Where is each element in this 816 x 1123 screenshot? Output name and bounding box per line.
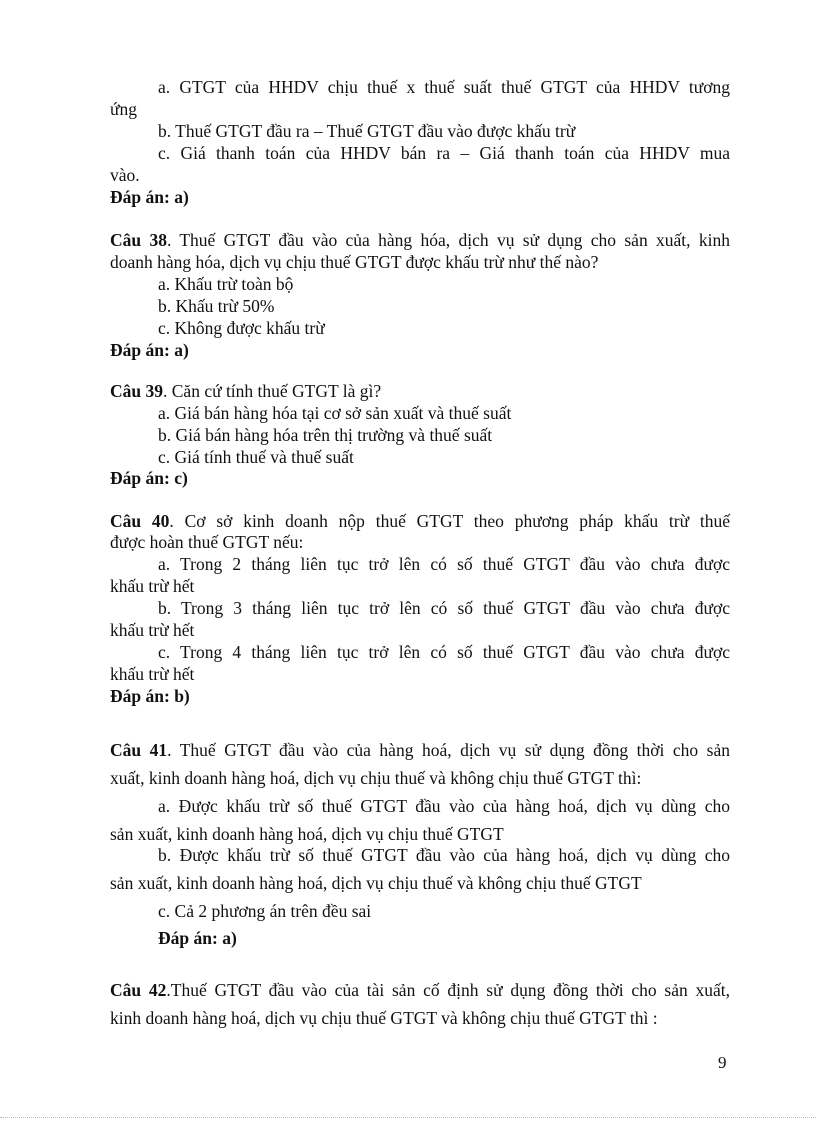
option-line: c. Không được khấu trừ xyxy=(158,318,325,338)
question-text: . Thuế GTGT đầu vào của hàng hóa, dịch vụ sử dụng cho sản xuất, kinh xyxy=(166,230,730,250)
answer-label: Đáp án: xyxy=(110,340,170,360)
answer-label: Đáp án: xyxy=(158,928,218,948)
question-text: . Cơ sở kinh doanh nộp thuế GTGT theo phương pháp khấu trừ thuế xyxy=(169,511,730,531)
option-line: a. GTGT của HHDV chịu thuế x thuế suất thuế GTGT của HHDV tương xyxy=(158,77,730,97)
option-line: ứng xyxy=(110,99,137,119)
option-line: b. Giá bán hàng hóa trên thị trường và thuế suất xyxy=(158,425,493,445)
answer-line xyxy=(158,927,237,949)
option-line: khấu trừ hết xyxy=(110,664,195,684)
option-line: b. Trong 3 tháng liên tục trở lên có số thuế GTGT đầu vào chưa được xyxy=(158,598,730,618)
answer-label: Đáp án: xyxy=(110,686,170,706)
option-line: c. Trong 4 tháng liên tục trở lên có số thuế GTGT đầu vào chưa được xyxy=(158,642,730,662)
option-line: khấu trừ hết xyxy=(110,576,195,596)
question-text: .Thuế GTGT đầu vào của tài sản cố định sử dụng đồng thời cho sản xuất, xyxy=(166,980,730,1000)
question-line: kinh doanh hàng hoá, dịch vụ chịu thuế GTGT và không chịu thuế GTGT thì : xyxy=(110,1008,658,1028)
answer-value: c) xyxy=(174,468,188,488)
option-line: khấu trừ hết xyxy=(110,620,195,640)
answer-label: Đáp án: xyxy=(110,187,170,207)
option-line: b. Khấu trừ 50% xyxy=(158,296,275,316)
question-line xyxy=(110,229,730,251)
question-label: Câu 41 xyxy=(110,740,168,760)
option-line: sản xuất, kinh doanh hàng hoá, dịch vụ chịu thuế và không chịu thuế GTGT xyxy=(110,873,642,893)
question-label: Câu 42 xyxy=(110,980,167,1000)
answer-value: a) xyxy=(174,340,189,360)
question-line xyxy=(110,510,730,532)
option-line: vào. xyxy=(110,165,140,185)
question-line: doanh hàng hóa, dịch vụ chịu thuế GTGT được khấu trừ như thế nào? xyxy=(110,252,599,272)
option-line: c. Giá tính thuế và thuế suất xyxy=(158,447,354,467)
question-label: Câu 39 xyxy=(110,381,163,401)
answer-value: a) xyxy=(222,928,237,948)
answer-line xyxy=(110,186,189,208)
answer-value: a) xyxy=(174,187,189,207)
question-text: . Căn cứ tính thuế GTGT là gì? xyxy=(163,381,382,401)
question-line: được hoàn thuế GTGT nếu: xyxy=(110,532,304,552)
option-line: sản xuất, kinh doanh hàng hoá, dịch vụ chịu thuế GTGT xyxy=(110,824,504,844)
option-line: b. Được khấu trừ số thuế GTGT đầu vào của hàng hoá, dịch vụ dùng cho xyxy=(158,845,730,865)
answer-label: Đáp án: xyxy=(110,468,170,488)
answer-line xyxy=(110,339,189,361)
question-label: Câu 40 xyxy=(110,511,170,531)
answer-line xyxy=(110,467,188,489)
option-line: a. Trong 2 tháng liên tục trở lên có số thuế GTGT đầu vào chưa được xyxy=(158,554,730,574)
question-line: xuất, kinh doanh hàng hoá, dịch vụ chịu thuế và không chịu thuế GTGT thì: xyxy=(110,768,642,788)
option-line: a. Khấu trừ toàn bộ xyxy=(158,274,294,294)
page-bottom-divider xyxy=(0,1117,816,1118)
option-line: b. Thuế GTGT đầu ra – Thuế GTGT đầu vào được khấu trừ xyxy=(158,121,576,141)
option-line: c. Cả 2 phương án trên đều sai xyxy=(158,901,372,921)
question-line xyxy=(110,979,730,1001)
question-line xyxy=(110,380,381,402)
option-line: a. Được khấu trừ số thuế GTGT đầu vào của hàng hoá, dịch vụ dùng cho xyxy=(158,796,730,816)
option-line: c. Giá thanh toán của HHDV bán ra – Giá thanh toán của HHDV mua xyxy=(158,143,730,163)
question-line xyxy=(110,739,730,761)
question-text: . Thuế GTGT đầu vào của hàng hoá, dịch vụ sử dụng đồng thời cho sản xyxy=(167,740,730,760)
question-label: Câu 38 xyxy=(110,230,167,250)
answer-line xyxy=(110,685,190,707)
option-line: a. Giá bán hàng hóa tại cơ sở sản xuất và thuế suất xyxy=(158,403,512,423)
answer-value: b) xyxy=(174,686,190,706)
page-number: 9 xyxy=(718,1053,727,1072)
